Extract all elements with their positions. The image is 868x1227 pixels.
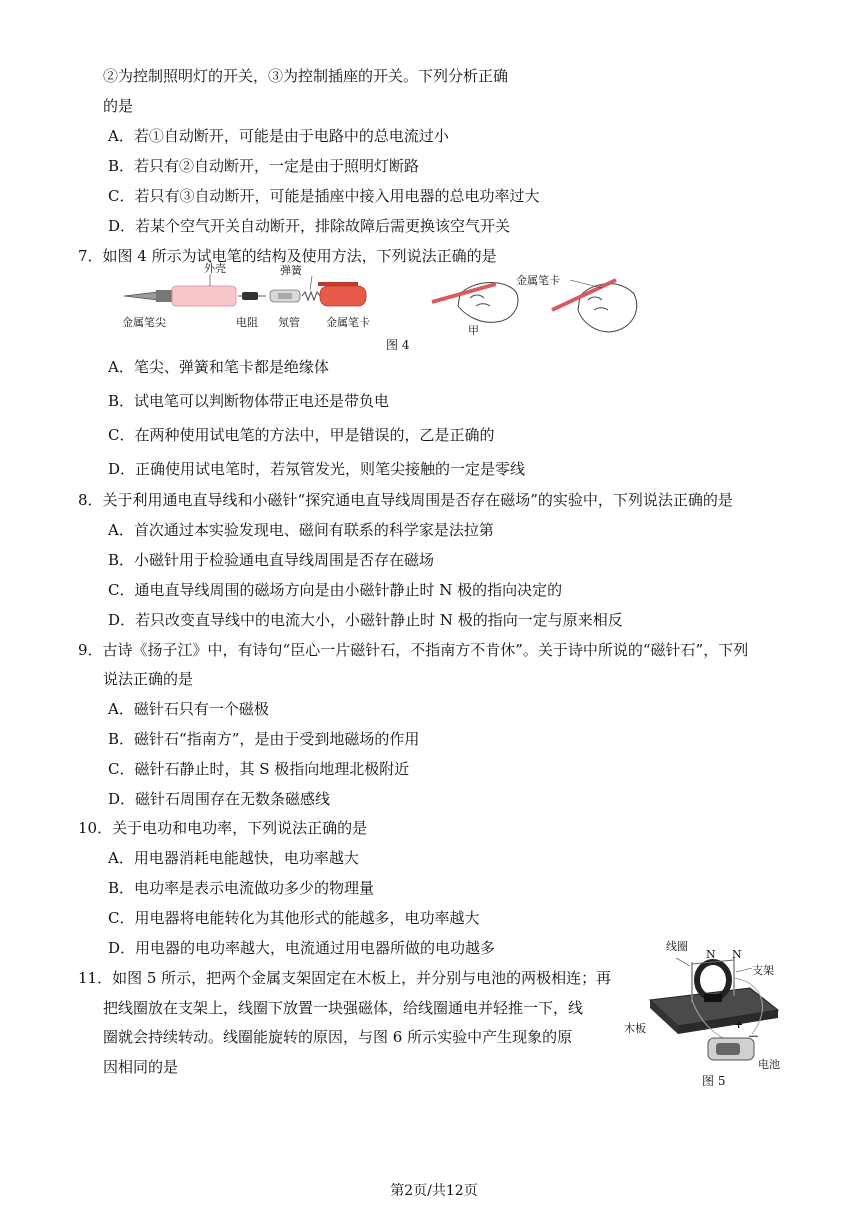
q9-stem-line-1: 9．古诗《扬子江》中，有诗句“臣心一片磁针石，不指南方不肯休”。关于诗中所说的“磁针石”，下列: [78, 641, 749, 659]
label-board: 木板: [624, 1022, 646, 1035]
q8-option-b: B．小磁针用于检验通电直导线周围是否存在磁场: [108, 551, 435, 569]
label-bracket: 支架: [752, 964, 774, 977]
intro-option-d: D．若某个空气开关自动断开，排除故障后需更换该空气开关: [108, 217, 511, 235]
label-jia: 甲: [468, 324, 479, 337]
q11-line-1: 11．如图 5 所示，把两个金属支架固定在木板上，并分别与电池的两极相连；再: [78, 969, 612, 987]
test-pen-structure-figure: [118, 262, 378, 330]
label-n-2: N: [732, 948, 742, 961]
q9-option-a: A．磁针石只有一个磁极: [108, 700, 269, 718]
q9-option-d: D．磁针石周围存在无数条磁感线: [108, 790, 331, 808]
hand-method-yi-figure: [516, 266, 646, 338]
q7-option-c: C．在两种使用试电笔的方法中，甲是错误的，乙是正确的: [108, 426, 495, 444]
intro-line-1: ②为控制照明灯的开关，③为控制插座的开关。下列分析正确: [103, 67, 509, 85]
label-coil: 线圈: [666, 940, 688, 953]
q7-option-b: B．试电笔可以判断物体带正电还是带负电: [108, 392, 390, 410]
q8-option-a: A．首次通过本实验发现电、磁间有联系的科学家是法拉第: [108, 521, 494, 539]
q7-option-d: D．正确使用试电笔时，若氖管发光，则笔尖接触的一定是零线: [108, 460, 526, 478]
motor-apparatus-figure: [622, 938, 792, 1088]
q9-stem-line-2: 说法正确的是: [103, 670, 194, 688]
label-resistor: 电阻: [236, 316, 258, 329]
label-shell: 外壳: [204, 262, 226, 275]
label-clip: 金属笔卡: [326, 316, 370, 329]
q11-line-4: 因相同的是: [103, 1058, 179, 1076]
label-tip: 金属笔尖: [122, 316, 166, 329]
q8-option-d: D．若只改变直导线中的电流大小，小磁针静止时 N 极的指向一定与原来相反: [108, 611, 623, 629]
hand-jia-illustration: [430, 276, 522, 330]
q8-option-c: C．通电直导线周围的磁场方向是由小磁针静止时 N 极的指向决定的: [108, 581, 563, 599]
q7-option-a: A．笔尖、弹簧和笔卡都是绝缘体: [108, 358, 329, 376]
label-battery: 电池: [758, 1058, 780, 1071]
q10-stem: 10．关于电功和电功率，下列说法正确的是: [78, 819, 368, 837]
page-footer: 第2页/共12页: [390, 1183, 478, 1199]
intro-option-b: B．若只有②自动断开，一定是由于照明灯断路: [108, 157, 420, 175]
label-n-1: N: [706, 948, 716, 961]
q10-option-d: D．用电器的电功率越大，电流通过用电器所做的电功越多: [108, 939, 496, 957]
figure-4-caption: 图 4: [386, 338, 410, 352]
q10-option-c: C．用电器将电能转化为其他形式的能越多，电功率越大: [108, 909, 480, 927]
q10-option-a: A．用电器消耗电能越快，电功率越大: [108, 849, 359, 867]
intro-option-a: A．若①自动断开，可能是由于电路中的总电流过小: [108, 127, 449, 145]
label-spring: 弹簧: [280, 264, 302, 277]
intro-line-2: 的是: [103, 97, 134, 115]
q7-stem: 7．如图 4 所示为试电笔的结构及使用方法，下列说法正确的是: [78, 247, 497, 265]
label-neon: 氖管: [278, 316, 300, 329]
q9-option-c: C．磁针石静止时，其 S 极指向地理北极附近: [108, 760, 410, 778]
hand-method-jia-figure: [430, 276, 522, 340]
q11-line-2: 把线圈放在支架上，线圈下放置一块强磁体，给线圈通电并轻推一下，线: [103, 999, 584, 1017]
q10-option-b: B．电功率是表示电流做功多少的物理量: [108, 879, 375, 897]
q11-line-3: 圈就会持续转动。线圈能旋转的原因，与图 6 所示实验中产生现象的原: [103, 1028, 573, 1046]
q8-stem: 8．关于利用通电直导线和小磁针“探究通电直导线周围是否存在磁场”的实验中，下列说法正确的是: [78, 491, 733, 509]
figure-5-caption: 图 5: [702, 1074, 726, 1088]
label-plus: +: [734, 1018, 744, 1031]
intro-option-c: C．若只有③自动断开，可能是插座中接入用电器的总电功率过大: [108, 187, 540, 205]
label-minus: －: [748, 1030, 759, 1043]
label-clip-2: 金属笔卡: [516, 274, 560, 287]
q9-option-b: B．磁针石“指南方”，是由于受到地磁场的作用: [108, 730, 420, 748]
